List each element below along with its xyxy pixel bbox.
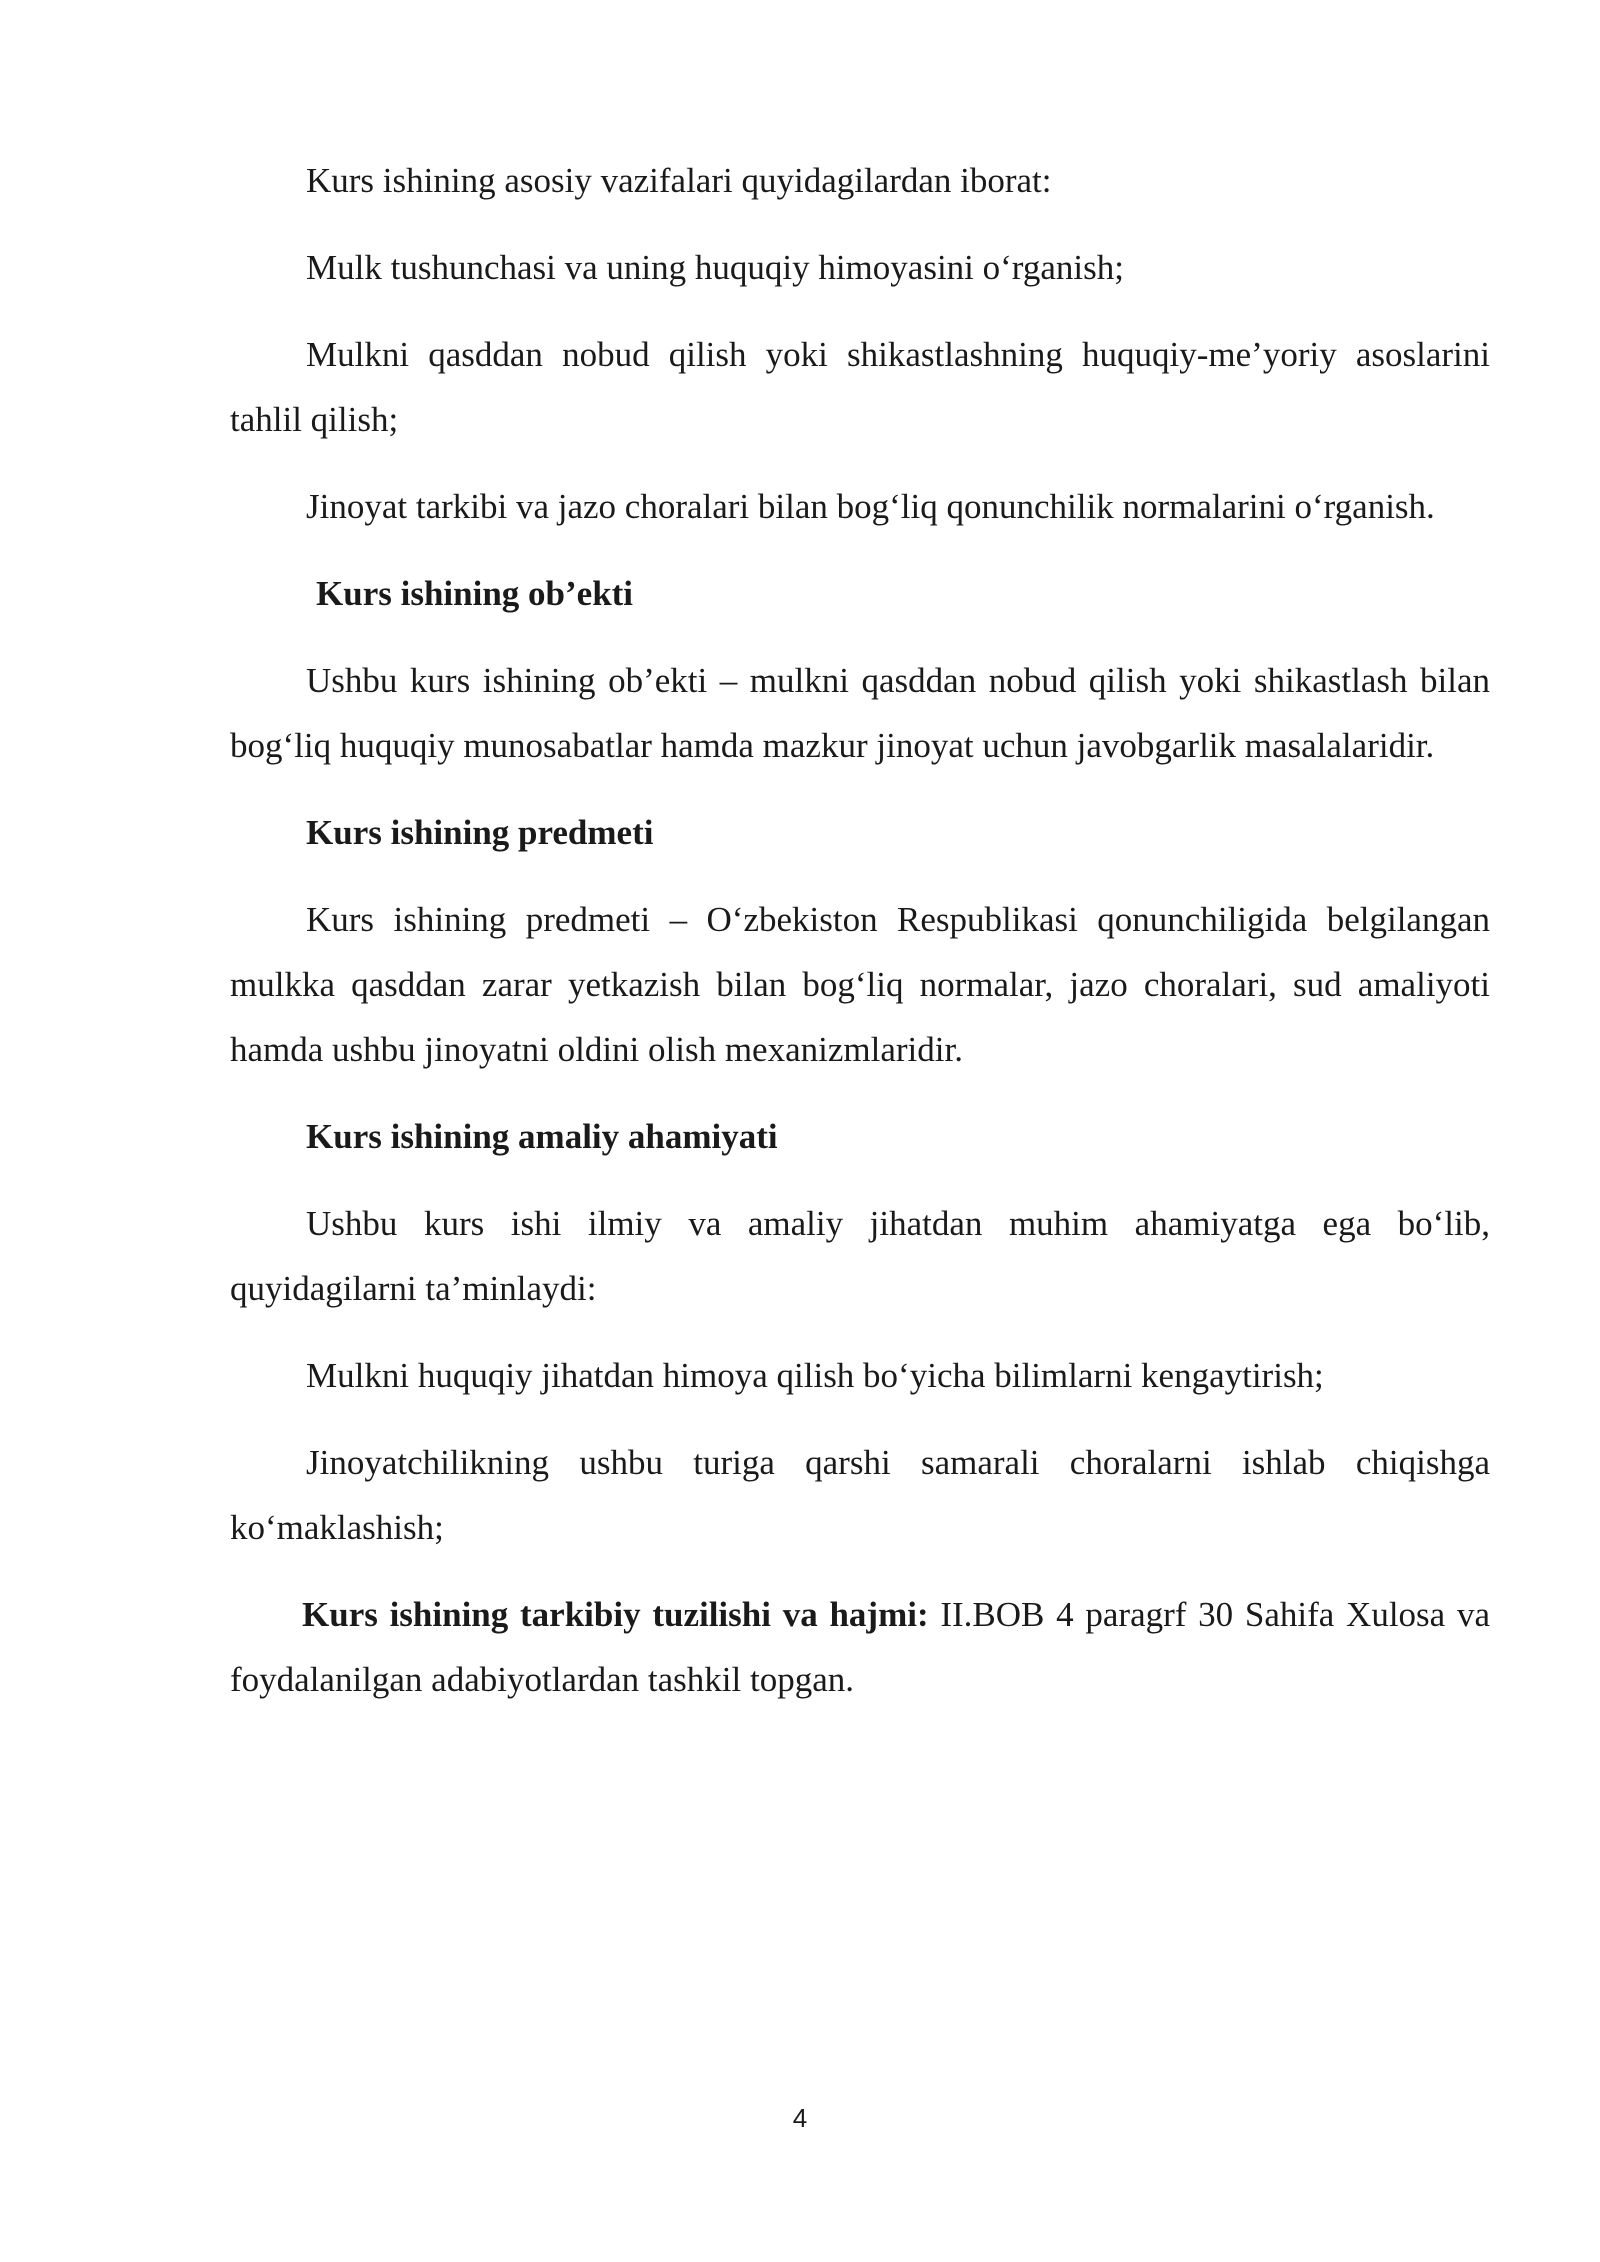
page-content bbox=[230, 148, 1490, 1734]
paragraph-task-1: Mulk tushunchasi va uning huquqiy himoyasini o‘rganish; bbox=[306, 248, 1124, 287]
page-number: 4 bbox=[792, 2103, 808, 2133]
paragraph-significance-2: Jinoyatchilikning ushbu turiga qarshi samarali choralarni ishlab chiqishga ko‘maklashish; bbox=[230, 1443, 1490, 1547]
paragraph-subject: Kurs ishining predmeti – O‘zbekiston Respublikasi qonunchiligida belgilangan mulkka qasddan zarar yetkazish bilan bog‘liq normalar, jazo choralari, sud amaliyoti hamda ushbu jinoyatni oldini olish mexanizmlaridir. bbox=[230, 900, 1490, 1069]
heading-subject: Kurs ishining predmeti bbox=[306, 813, 654, 852]
paragraph-object: Ushbu kurs ishining ob’ekti – mulkni qasddan nobud qilish yoki shikastlash bilan bog‘liq huquqiy munosabatlar hamda mazkur jinoyat uchun javobgarlik masalalaridir. bbox=[230, 661, 1490, 765]
paragraph-task-3: Jinoyat tarkibi va jazo choralari bilan bog‘liq qonunchilik normalarini o‘rganish. bbox=[306, 487, 1435, 526]
paragraph-tasks-intro: Kurs ishining asosiy vazifalari quyidagilardan iborat: bbox=[306, 161, 1052, 200]
paragraph-practical-significance: Ushbu kurs ishi ilmiy va amaliy jihatdan muhim ahamiyatga ega bo‘lib, quyidagilarni ta’minlaydi: bbox=[230, 1204, 1490, 1308]
paragraph-significance-1: Mulkni huquqiy jihatdan himoya qilish bo‘yicha bilimlarni kengaytirish; bbox=[306, 1356, 1324, 1395]
heading-practical-significance: Kurs ishining amaliy ahamiyati bbox=[306, 1117, 778, 1156]
structure-text: II.BOB 4 paragrf 30 Sahifa Xulosa va foydalanilgan adabiyotlardan tashkil topgan. bbox=[230, 1595, 1490, 1699]
paragraph-structure bbox=[230, 1582, 1490, 1712]
structure-lead: Kurs ishining tarkibiy tuzilishi va hajmi: bbox=[302, 1595, 929, 1634]
heading-object: Kurs ishining ob’ekti bbox=[316, 574, 634, 613]
paragraph-task-2: Mulkni qasddan nobud qilish yoki shikastlashning huquqiy-me’yoriy asoslarini tahlil qilish; bbox=[230, 335, 1490, 439]
